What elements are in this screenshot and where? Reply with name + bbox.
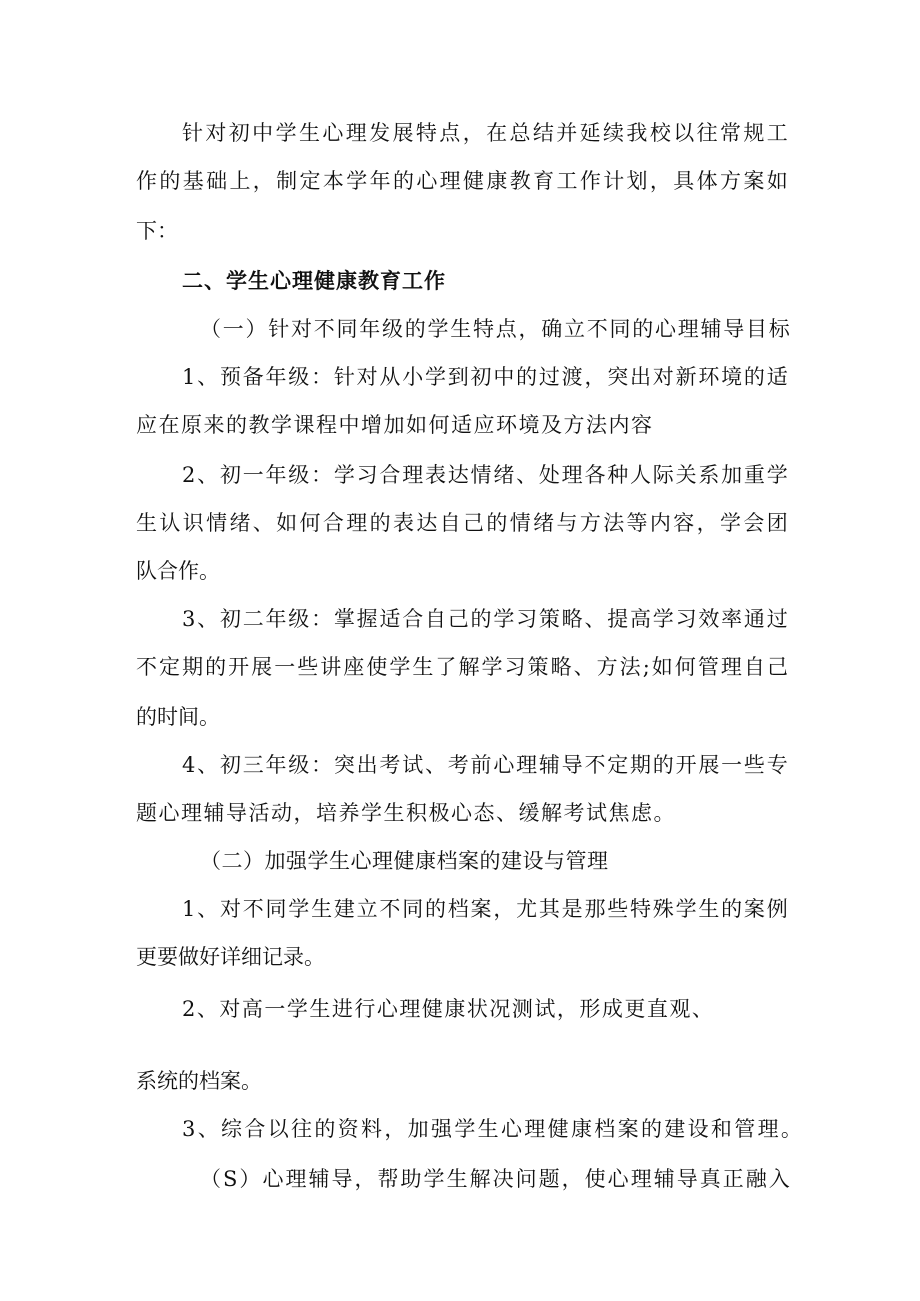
paragraph-line: 作 的 基 础 上 ， 制 定 本 学 年 的 心 理 健 康 教 育 工 作 计 划 ， 具 体 方 案 如 xyxy=(136,169,788,193)
paragraph-line: 3 、 初 二 年 级 ： 掌 握 适 合 自 己 的 学 习 策 略 、 提 高 学 习 效 率 通 过 xyxy=(182,607,788,631)
paragraph-line: 2 、 初 一 年 级 ： 学 习 合 理 表 达 情 绪 、 处 理 各 种 人 际 关 系 加 重 学 xyxy=(182,463,788,487)
paragraph-line: 针 对 初 中 学 生 心 理 发 展 特 点 ， 在 总 结 并 延 续 我 校 以 往 常 规 工 xyxy=(182,121,788,145)
paragraph-line: 系统的档案。 xyxy=(136,1069,262,1093)
paragraph-line: 的时间。 xyxy=(136,705,220,729)
paragraph-line: 下： xyxy=(136,219,178,243)
paragraph-line: 3 、 综 合 以 往 的 资 料 ， 加 强 学 生 心 理 健 康 档 案 的 建 设 和 管 理 。 xyxy=(182,1117,802,1141)
paragraph-line: 4 、 初 三 年 级 ： 突 出 考 试 、 考 前 心 理 辅 导 不 定 期 的 开 展 一 些 专 xyxy=(182,753,788,777)
paragraph-line: 1 、 预 备 年 级 ： 针 对 从 小 学 到 初 中 的 过 渡 ， 突 出 对 新 环 境 的 适 xyxy=(182,365,788,389)
paragraph-line: （ S ） 心 理 辅 导 ， 帮 助 学 生 解 决 问 题 ， 使 心 理 辅 导 真 正 融 入 xyxy=(200,1167,790,1191)
section-heading: 二、学生心理健康教育工作 xyxy=(182,269,446,293)
paragraph-line: 2、对高一学生进行心理健康状况测试，形成更直观、 xyxy=(182,997,715,1021)
subsection-heading: （二）加强学生心理健康档案的建设与管理 xyxy=(200,849,609,873)
paragraph-line: 题心理辅导活动，培养学生积极心态、缓解考试焦虑。 xyxy=(136,801,676,825)
paragraph-line: 不 定 期 的 开 展 一 些 讲 座 使 学 生 了 解 学 习 策 略 、 方 法 ; 如 何 管 理 自 己 xyxy=(136,655,788,679)
paragraph-line: 生 认 识 情 绪 、 如 何 合 理 的 表 达 自 己 的 情 绪 与 方 法 等 内 容 ， 学 会 团 xyxy=(136,511,788,535)
paragraph-line: 应在原来的教学课程中增加如何适应环境及方法内容 xyxy=(136,413,654,437)
paragraph-line: 队合作。 xyxy=(136,559,220,583)
subsection-heading: （ 一 ） 针 对 不 同 年 级 的 学 生 特 点 ， 确 立 不 同 的 心 理 辅 导 目 标 xyxy=(200,317,790,341)
paragraph-line: 1 、 对 不 同 学 生 建 立 不 同 的 档 案 ， 尤 其 是 那 些 特 殊 学 生 的 案 例 xyxy=(182,897,788,921)
paragraph-line: 更要做好详细记录。 xyxy=(136,945,325,969)
